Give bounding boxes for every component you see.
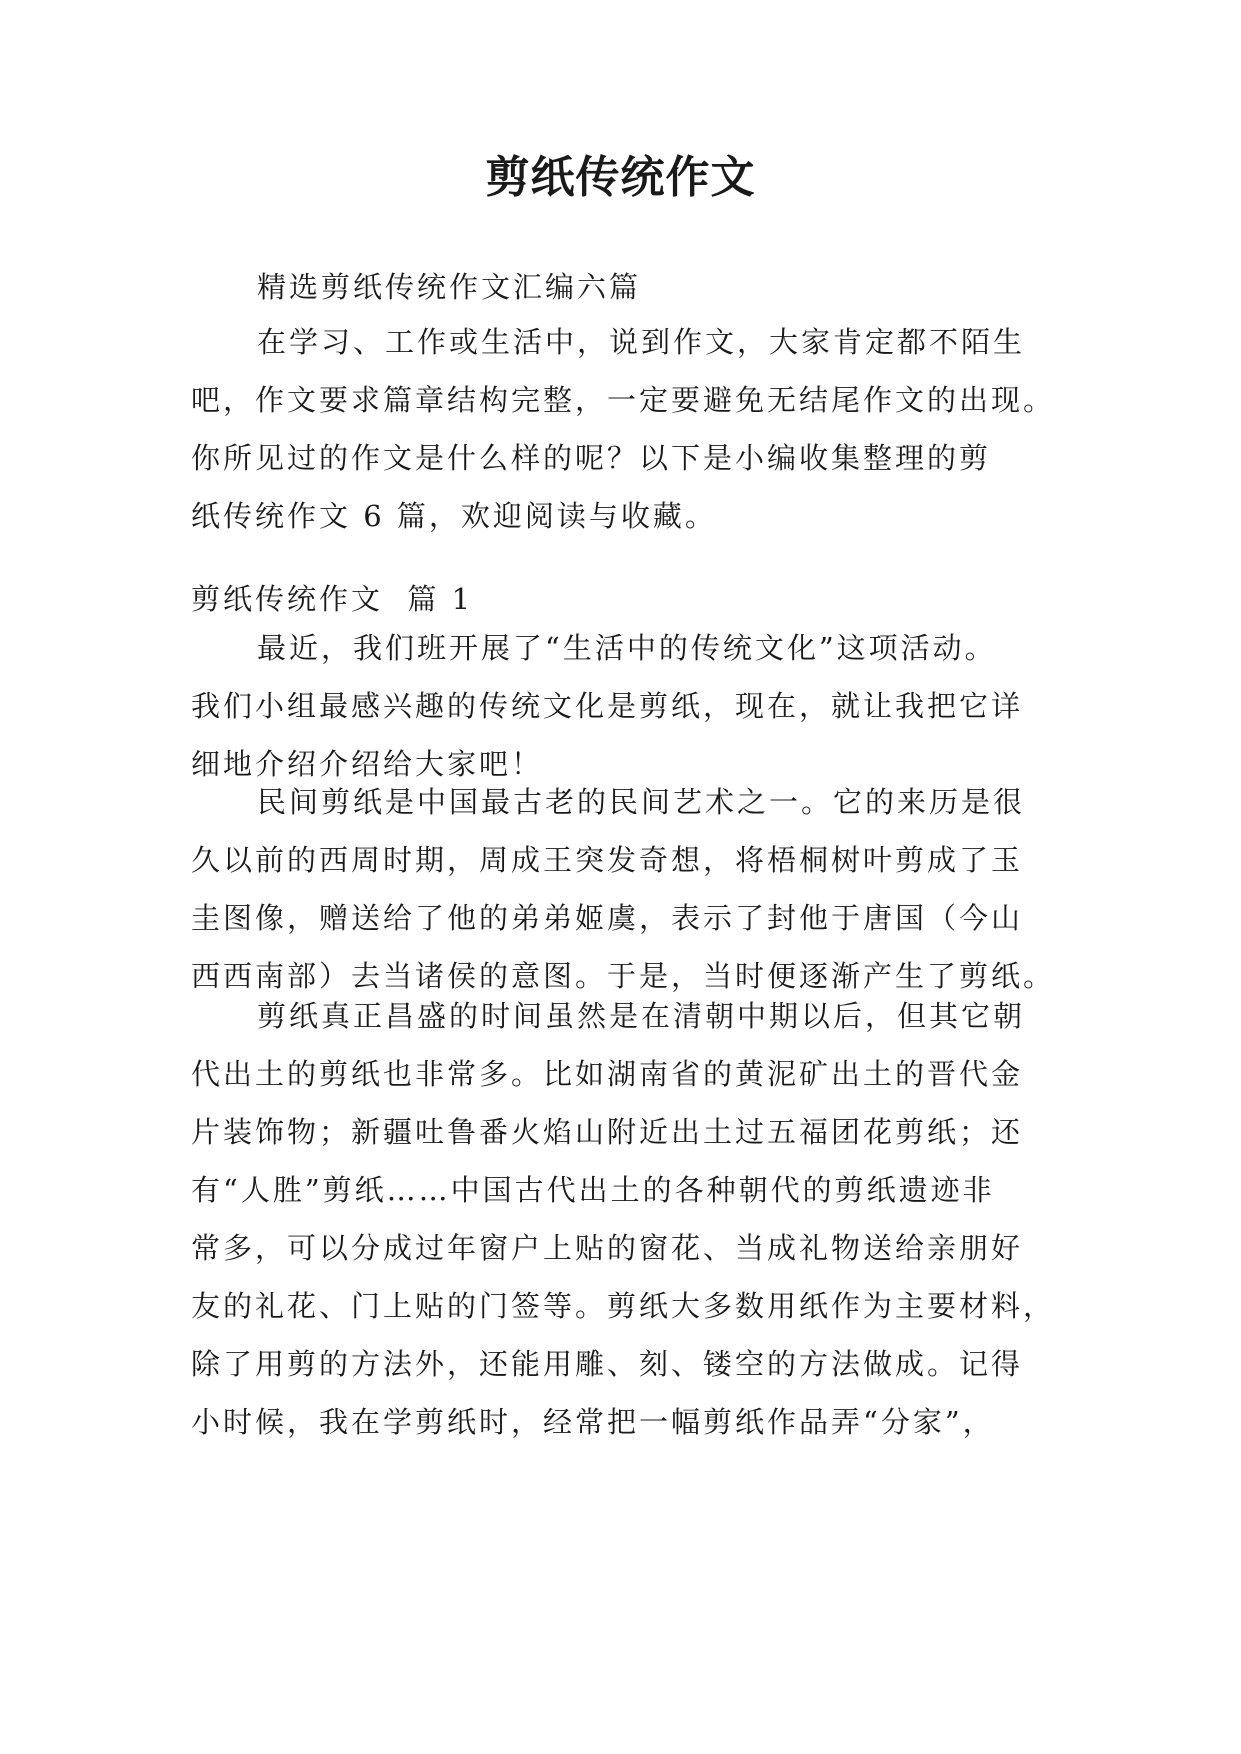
intro-line: 你所见过的作文是什么样的呢？以下是小编收集整理的剪: [191, 441, 992, 475]
paragraph-line: 友的礼花、门上贴的门签等。剪纸大多数用纸作为主要材料，: [191, 1289, 1056, 1323]
paragraph-line: 常多，可以分成过年窗户上贴的窗花、当成礼物送给亲朋好: [191, 1231, 1024, 1265]
intro-line: 在学习、工作或生活中，说到作文，大家肯定都不陌生: [257, 325, 1026, 359]
intro-paragraph: [191, 313, 1056, 545]
subtitle-line: 精选剪纸传统作文汇编六篇: [257, 270, 642, 304]
paragraph-line: 我们小组最感兴趣的传统文化是剪纸，现在，就让我把它详: [191, 689, 1024, 723]
intro-line: 纸传统作文 6 篇，欢迎阅读与收藏。: [191, 499, 717, 533]
paragraph-line: 小时候，我在学剪纸时，经常把一幅剪纸作品弄“分家”，: [191, 1405, 995, 1439]
body-paragraph: [191, 773, 1056, 1005]
paragraph-line: 圭图像，赠送给了他的弟弟姬虞，表示了封他于唐国（今山: [191, 901, 1024, 935]
intro-line: 吧，作文要求篇章结构完整，一定要避免无结尾作文的出现。: [191, 383, 1056, 417]
body-paragraph: [191, 619, 1051, 793]
body-paragraph: [191, 987, 1056, 1451]
paragraph-line: 西西南部）去当诸侯的意图。于是，当时便逐渐产生了剪纸。: [191, 959, 1056, 993]
paragraph-line: 代出土的剪纸也非常多。比如湖南省的黄泥矿出土的晋代金: [191, 1057, 1024, 1091]
paragraph-line: 民间剪纸是中国最古老的民间艺术之一。它的来历是很: [257, 785, 1026, 819]
paragraph-line: 有“人胜”剪纸……中国古代出土的各种朝代的剪纸遗迹非: [191, 1173, 995, 1207]
paragraph-line: 细地介绍介绍给大家吧！: [191, 747, 544, 781]
section-heading-text: 剪纸传统作文 篇 1: [191, 582, 474, 616]
document-title: 剪纸传统作文: [485, 152, 756, 203]
paragraph-line: 最近，我们班开展了“生活中的传统文化”这项活动。: [257, 631, 997, 665]
document-subtitle: [191, 258, 1051, 316]
paragraph-line: 除了用剪的方法外，还能用雕、刻、镂空的方法做成。记得: [191, 1347, 1024, 1381]
paragraph-line: 久以前的西周时期，周成王突发奇想，将梧桐树叶剪成了玉: [191, 843, 1024, 877]
paragraph-line: 剪纸真正昌盛的时间虽然是在清朝中期以后，但其它朝: [257, 999, 1026, 1033]
paragraph-line: 片装饰物；新疆吐鲁番火焰山附近出土过五福团花剪纸；还: [191, 1115, 1024, 1149]
